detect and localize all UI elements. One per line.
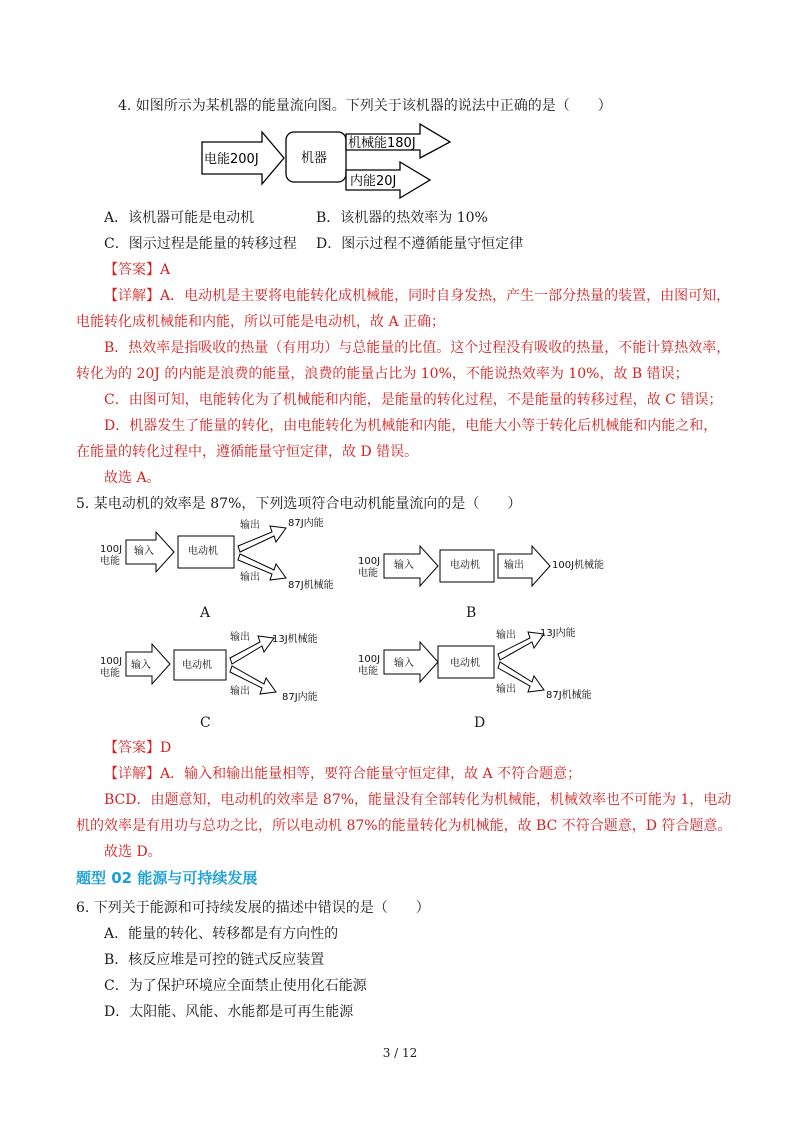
section-heading: 题型 02 能源与可持续发展 bbox=[76, 869, 258, 887]
q5c-input-value: 100J bbox=[100, 656, 123, 667]
q6-option: B．核反应堆是可控的链式反应装置 bbox=[104, 952, 325, 968]
q5d-out2: 87J机械能 bbox=[546, 690, 592, 701]
q5c-output-label-2: 输出 bbox=[230, 686, 250, 697]
q4-stem: 4. 如图所示为某机器的能量流向图。下列关于该机器的说法中正确的是（ ） bbox=[118, 98, 612, 114]
q5c-out2: 87J内能 bbox=[282, 692, 318, 703]
q5-conclusion: 故选 D。 bbox=[104, 844, 162, 860]
q5b-out1: 100J机械能 bbox=[552, 560, 605, 571]
q5a-input-kind: 电能 bbox=[100, 556, 120, 567]
q4-option-c: C．图示过程是能量的转移过程 bbox=[104, 236, 297, 252]
q4-detail-line: 在能量的转化过程中，遵循能量守恒定律，故 D 错误。 bbox=[76, 444, 419, 460]
q5a-out1: 87J内能 bbox=[288, 518, 324, 529]
q4-detail-line: D．机器发生了能量的转化，由电能转化为机械能和内能，电能大小等于转化后机械能和内能之和， bbox=[104, 418, 718, 434]
q5-detail-line: 机的效率是有用功与总功之比，所以电动机 87%的能量转化为机械能，故 BC 不符合题意，D 符合题意。 bbox=[76, 818, 732, 834]
q4-output2-text: 内能20J bbox=[350, 174, 397, 189]
q5a-output-label-1: 输出 bbox=[240, 520, 260, 531]
q5-detail-line: BCD．由题意知，电动机的效率是 87%，能量没有全部转化为机械能，机械效率也不可能为 1，电动 bbox=[104, 792, 732, 808]
q5-stem: 5. 某电动机的效率是 87%，下列选项符合电动机能量流向的是（ ） bbox=[76, 496, 522, 512]
q5a-out2: 87J机械能 bbox=[288, 580, 334, 591]
q5a-input-value: 100J bbox=[100, 544, 123, 555]
q4-input-text: 电能200J bbox=[204, 152, 259, 167]
q5c-label: C bbox=[200, 715, 211, 731]
q5d-input-label: 输入 bbox=[394, 658, 414, 669]
q4-energy-flow-diagram bbox=[200, 120, 460, 200]
q5d-input-value: 100J bbox=[358, 654, 381, 665]
q5d-output-label-2: 输出 bbox=[496, 684, 516, 695]
page-number: 3 / 12 bbox=[382, 1046, 418, 1060]
q6-option: D．太阳能、风能、水能都是可再生能源 bbox=[104, 1004, 354, 1020]
q6-stem: 6. 下列关于能源和可持续发展的描述中错误的是（ ） bbox=[76, 900, 430, 916]
q4-machine-text: 机器 bbox=[301, 151, 328, 166]
q4-detail-line: B．热效率是指吸收的热量（有用功）与总能量的比值。这个过程没有吸收的热量，不能计算热效率， bbox=[104, 340, 731, 356]
q5b-input-value: 100J bbox=[358, 556, 381, 567]
q4-option-b: B．该机器的热效率为 10% bbox=[316, 210, 488, 226]
q4-option-d: D．图示过程不遵循能量守恒定律 bbox=[316, 236, 524, 252]
q5-answer: 【答案】D bbox=[104, 740, 172, 756]
q6-option: A．能量的转化、转移都是有方向性的 bbox=[104, 926, 339, 942]
q5b-input-kind: 电能 bbox=[358, 568, 378, 579]
q5a-output-label-2: 输出 bbox=[240, 572, 260, 583]
q4-output1-text: 机械能180J bbox=[348, 136, 416, 151]
q4-answer: 【答案】A bbox=[104, 262, 171, 278]
q5d-label: D bbox=[474, 715, 486, 731]
q5a-label: A bbox=[200, 605, 211, 621]
q5a-input-label: 输入 bbox=[134, 546, 154, 557]
q4-detail-line: 电能转化成机械能和内能，所以可能是电动机，故 A 正确； bbox=[76, 314, 446, 330]
q5-detail-line: 【详解】A．输入和输出能量相等，要符合能量守恒定律，故 A 不符合题意； bbox=[104, 766, 582, 782]
q6-option: C．为了保护环境应全面禁止使用化石能源 bbox=[104, 978, 367, 994]
q5a-motor: 电动机 bbox=[188, 546, 218, 557]
q5b-output-label: 输出 bbox=[504, 560, 524, 571]
q4-option-a: A．该机器可能是电动机 bbox=[104, 210, 255, 226]
q4-detail-line: 【详解】A．电动机是主要将电能转化成机械能，同时自身发热，产生一部分热量的装置，由图可知， bbox=[104, 288, 731, 304]
q5d-motor: 电动机 bbox=[450, 658, 480, 669]
q5b-label: B bbox=[466, 605, 477, 621]
q4-detail-line: C．由图可知，电能转化为了机械能和内能，是能量的转化过程，不是能量的转移过程，故 C 错误； bbox=[104, 392, 723, 408]
q5c-output-label-1: 输出 bbox=[230, 632, 250, 643]
q5c-motor: 电动机 bbox=[182, 660, 212, 671]
q5d-output-label-1: 输出 bbox=[496, 630, 516, 641]
q5c-input-label: 输入 bbox=[131, 660, 151, 671]
q5c-out1: 13J机械能 bbox=[272, 634, 318, 645]
q5b-motor: 电动机 bbox=[450, 560, 480, 571]
q5c-input-kind: 电能 bbox=[100, 668, 120, 679]
q5b-input-label: 输入 bbox=[394, 560, 414, 571]
q5d-out1: 13J内能 bbox=[540, 628, 576, 639]
q5d-input-kind: 电能 bbox=[358, 666, 378, 677]
q4-conclusion: 故选 A。 bbox=[104, 470, 161, 486]
q4-detail-line: 转化为的 20J 的内能是浪费的能量，浪费的能量占比为 10%，不能说热效率为 10%，故 B 错误； bbox=[76, 366, 689, 382]
